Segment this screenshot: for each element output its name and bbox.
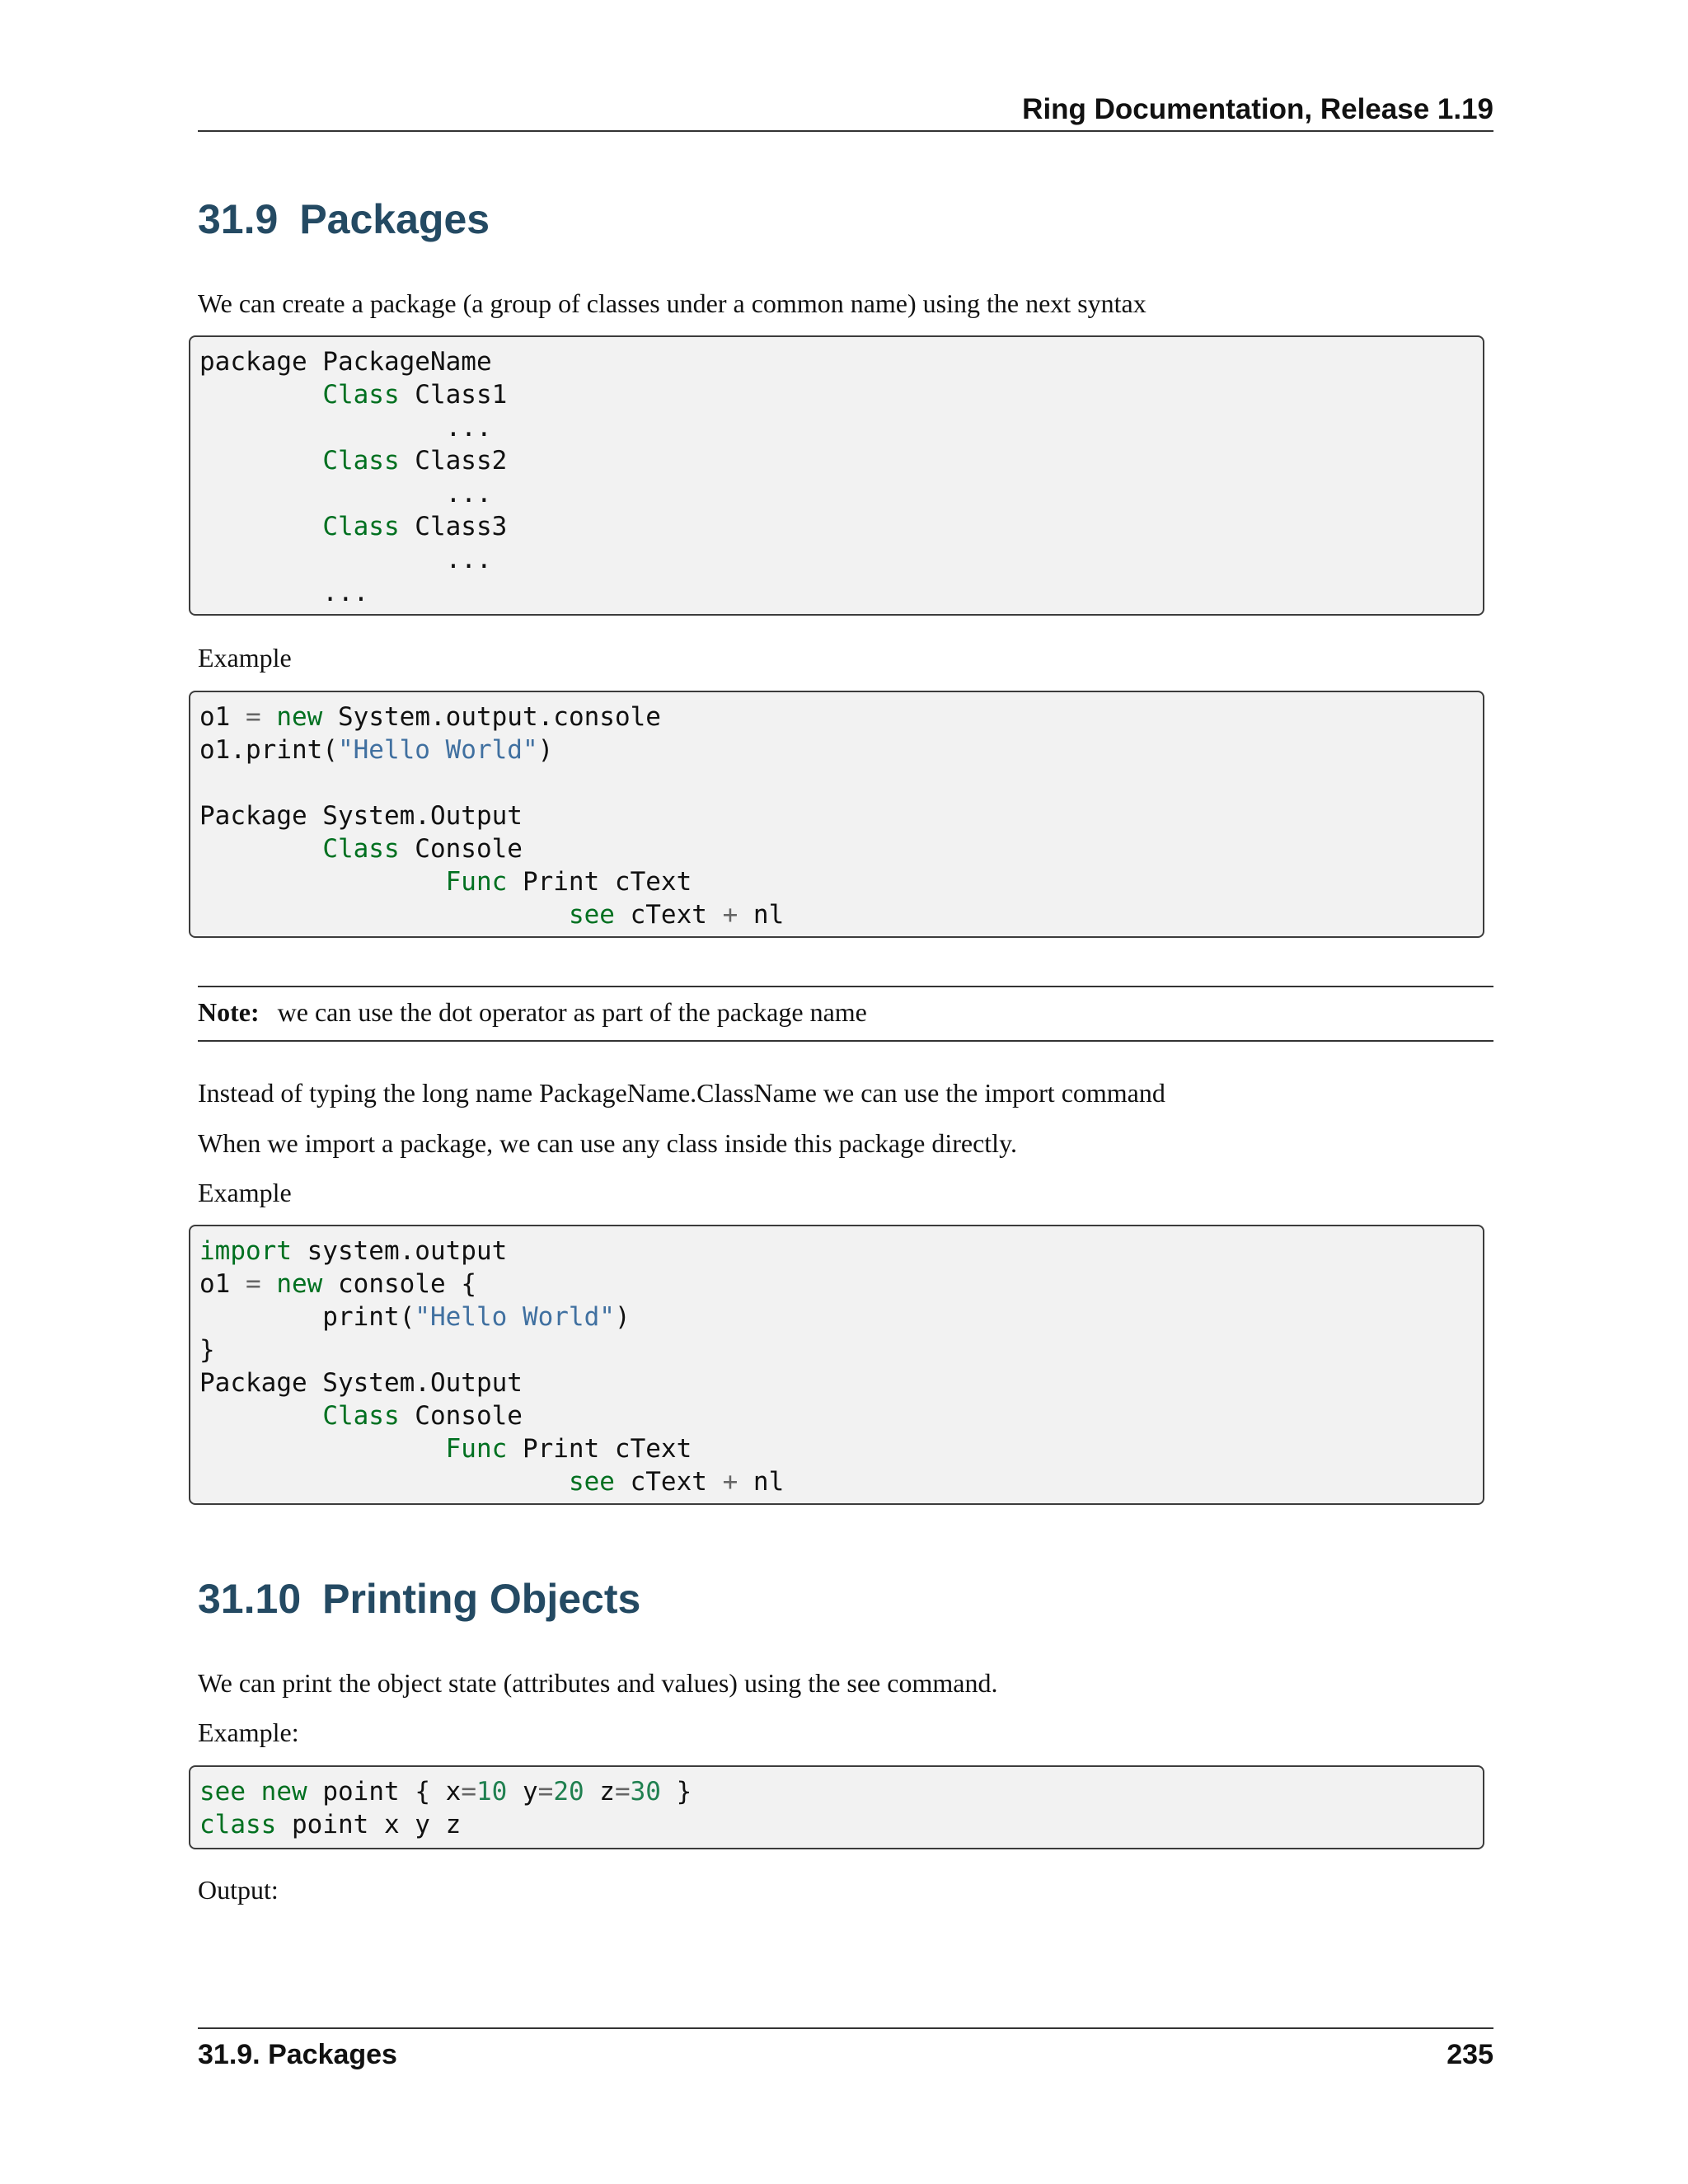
example-label: Example xyxy=(198,1178,292,1207)
keyword-token: new xyxy=(276,702,323,732)
code-line xyxy=(199,1235,1483,1268)
code-line xyxy=(199,1399,1483,1432)
operator-token: = xyxy=(614,1777,631,1807)
code-line xyxy=(199,576,1483,609)
code-token: ) xyxy=(537,735,554,765)
import-paragraph: Instead of typing the long name PackageName.ClassName we can use the import command xyxy=(198,1078,1165,1108)
section-number: 31.10 xyxy=(198,1576,302,1622)
keyword-token: new xyxy=(276,1269,323,1299)
code-line xyxy=(199,411,1483,444)
code-token: o1 xyxy=(199,1269,246,1299)
code-token xyxy=(199,380,322,410)
code-line xyxy=(199,799,1483,832)
footer-section: 31.9. Packages xyxy=(198,2039,397,2070)
operator-token: + xyxy=(722,900,738,930)
example-label: Example: xyxy=(198,1718,299,1747)
code-line xyxy=(199,1775,1483,1808)
code-block-print-object xyxy=(189,1765,1484,1849)
code-token xyxy=(199,834,322,864)
code-line xyxy=(199,444,1483,477)
code-token: Class1 xyxy=(399,380,508,410)
code-line xyxy=(199,832,1483,865)
header-title: Ring Documentation, Release 1.19 xyxy=(1022,93,1493,125)
code-token xyxy=(199,900,569,930)
string-token: "Hello World" xyxy=(415,1302,615,1332)
number-token: 30 xyxy=(630,1777,661,1807)
keyword-token: see xyxy=(568,900,615,930)
note-box xyxy=(198,986,1493,1042)
code-token: Class2 xyxy=(399,446,508,476)
code-token xyxy=(199,867,446,897)
code-line xyxy=(199,701,1483,733)
code-token: nl xyxy=(738,900,785,930)
keyword-token: Class xyxy=(322,380,400,410)
code-token: System.output.console xyxy=(322,702,661,732)
code-token: ... xyxy=(199,413,492,443)
example-label: Example xyxy=(198,643,292,673)
section-title: Packages xyxy=(299,196,490,242)
code-token: Console xyxy=(399,834,523,864)
code-token: point x y z xyxy=(276,1810,462,1840)
operator-token: = xyxy=(537,1777,554,1807)
code-line xyxy=(199,733,1483,766)
keyword-token: Class xyxy=(322,1401,400,1431)
section-heading-printing-objects xyxy=(198,1572,640,1625)
code-token: system.output xyxy=(291,1236,508,1266)
import-usage-paragraph: When we import a package, we can use any class inside this package directly. xyxy=(198,1128,1017,1158)
code-line xyxy=(199,1268,1483,1301)
code-token xyxy=(199,446,322,476)
operator-token: + xyxy=(722,1467,738,1497)
code-line xyxy=(199,898,1483,931)
code-token xyxy=(199,1467,569,1497)
code-line xyxy=(199,1465,1483,1498)
code-token xyxy=(261,1269,277,1299)
code-token xyxy=(246,1777,261,1807)
code-token: cText xyxy=(614,900,723,930)
note-text: we can use the dot operator as part of the package name xyxy=(277,997,867,1027)
code-token: } xyxy=(199,1335,215,1365)
code-token: z xyxy=(584,1777,615,1807)
keyword-token: import xyxy=(199,1236,292,1266)
page-number: 235 xyxy=(1447,2039,1493,2070)
code-token: package PackageName xyxy=(199,347,492,377)
code-line xyxy=(199,1301,1483,1333)
code-token: cText xyxy=(614,1467,723,1497)
code-token: Print cText xyxy=(507,1434,692,1464)
code-token: o1.print( xyxy=(199,735,338,765)
keyword-token: Class xyxy=(322,834,400,864)
code-line xyxy=(199,766,1483,799)
output-label: Output: xyxy=(198,1875,279,1905)
keyword-token: Class xyxy=(322,446,400,476)
operator-token: = xyxy=(246,1269,261,1299)
code-line xyxy=(199,510,1483,543)
code-line xyxy=(199,477,1483,510)
keyword-token: Class xyxy=(322,512,400,541)
document-page xyxy=(198,0,1493,2184)
code-line xyxy=(199,1366,1483,1399)
code-token: print( xyxy=(199,1302,415,1332)
running-footer xyxy=(198,2027,1493,2074)
keyword-token: Func xyxy=(445,867,508,897)
running-header xyxy=(198,89,1493,132)
packages-intro-paragraph: We can create a package (a group of classes under a common name) using the next syntax xyxy=(198,288,1146,318)
code-token: ) xyxy=(614,1302,631,1332)
code-token: Package System.Output xyxy=(199,801,523,831)
code-line xyxy=(199,378,1483,411)
code-block-package-example xyxy=(189,691,1484,938)
code-token: y xyxy=(507,1777,538,1807)
code-line xyxy=(199,1432,1483,1465)
keyword-token: Func xyxy=(445,1434,508,1464)
code-line xyxy=(199,543,1483,576)
code-token: nl xyxy=(738,1467,785,1497)
code-token: ... xyxy=(199,479,492,509)
code-token: Console xyxy=(399,1401,523,1431)
keyword-token: see xyxy=(568,1467,615,1497)
code-block-import-example xyxy=(189,1225,1484,1505)
operator-token: = xyxy=(461,1777,476,1807)
code-token: } xyxy=(660,1777,692,1807)
code-line xyxy=(199,345,1483,378)
code-token: Class3 xyxy=(399,512,508,541)
code-line xyxy=(199,865,1483,898)
keyword-token: see xyxy=(199,1777,246,1807)
code-token xyxy=(199,1401,322,1431)
code-token: point { x xyxy=(307,1777,462,1807)
keyword-token: class xyxy=(199,1810,277,1840)
code-line xyxy=(199,1333,1483,1366)
note-label: Note: xyxy=(198,997,260,1027)
number-token: 10 xyxy=(476,1777,508,1807)
code-token: Print cText xyxy=(507,867,692,897)
section-heading-packages xyxy=(198,193,490,246)
code-token xyxy=(199,1434,446,1464)
code-token: o1 xyxy=(199,702,246,732)
keyword-token: new xyxy=(260,1777,307,1807)
section-number: 31.9 xyxy=(198,196,279,242)
code-block-package-syntax xyxy=(189,335,1484,616)
code-token xyxy=(261,702,277,732)
code-token: ... xyxy=(199,545,492,574)
code-token: console { xyxy=(322,1269,476,1299)
number-token: 20 xyxy=(553,1777,584,1807)
code-token: Package System.Output xyxy=(199,1368,523,1398)
printing-intro-paragraph: We can print the object state (attributes and values) using the see command. xyxy=(198,1668,998,1698)
code-token: ... xyxy=(199,578,369,607)
code-line xyxy=(199,1808,1483,1841)
operator-token: = xyxy=(246,702,261,732)
code-token xyxy=(199,512,322,541)
string-token: "Hello World" xyxy=(337,735,538,765)
section-title: Printing Objects xyxy=(322,1576,641,1622)
